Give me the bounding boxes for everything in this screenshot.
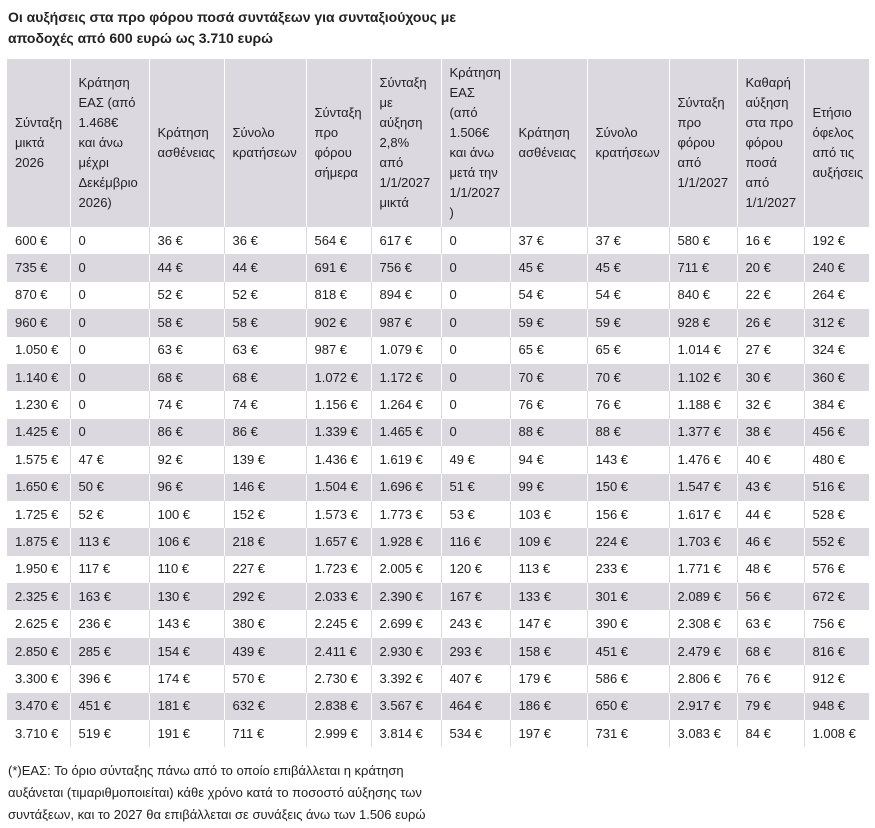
table-row <box>7 282 869 309</box>
table-cell: 96 € <box>149 474 224 501</box>
pension-table <box>7 59 869 747</box>
table-cell: 2.999 € <box>306 720 371 747</box>
table-cell: 58 € <box>149 309 224 336</box>
table-cell: 109 € <box>510 528 587 555</box>
table-cell: 43 € <box>737 474 804 501</box>
table-cell: 59 € <box>510 309 587 336</box>
column-header: Κράτηση ασθένειας <box>510 59 587 227</box>
table-cell: 76 € <box>510 391 587 418</box>
table-cell: 106 € <box>149 528 224 555</box>
table-cell: 54 € <box>510 282 587 309</box>
table-cell: 147 € <box>510 610 587 637</box>
table-cell: 1.575 € <box>7 446 70 473</box>
table-cell: 534 € <box>441 720 510 747</box>
table-cell: 870 € <box>7 282 70 309</box>
table-cell: 3.567 € <box>371 693 441 720</box>
table-cell: 2.730 € <box>306 665 371 692</box>
table-cell: 74 € <box>224 391 306 418</box>
table-cell: 600 € <box>7 227 70 254</box>
column-header: Ετήσιο όφελος από τις αυξήσεις <box>804 59 869 227</box>
table-cell: 2.838 € <box>306 693 371 720</box>
table-cell: 40 € <box>737 446 804 473</box>
table-cell: 3.392 € <box>371 665 441 692</box>
column-header: Καθαρή αύξηση στα προ φόρου ποσά από 1/1/2027 <box>737 59 804 227</box>
table-cell: 1.188 € <box>669 391 737 418</box>
table-cell: 1.703 € <box>669 528 737 555</box>
table-row <box>7 337 869 364</box>
table-cell: 2.479 € <box>669 638 737 665</box>
table-cell: 1.339 € <box>306 419 371 446</box>
table-cell: 45 € <box>587 254 669 281</box>
table-cell: 0 <box>70 254 149 281</box>
table-cell: 51 € <box>441 474 510 501</box>
table-cell: 79 € <box>737 693 804 720</box>
table-cell: 54 € <box>587 282 669 309</box>
table-cell: 38 € <box>737 419 804 446</box>
table-cell: 380 € <box>224 610 306 637</box>
table-cell: 52 € <box>149 282 224 309</box>
table-cell: 191 € <box>149 720 224 747</box>
table-cell: 68 € <box>149 364 224 391</box>
table-cell: 86 € <box>149 419 224 446</box>
table-cell: 1.771 € <box>669 556 737 583</box>
table-cell: 152 € <box>224 501 306 528</box>
table-cell: 1.657 € <box>306 528 371 555</box>
table-row <box>7 665 869 692</box>
table-cell: 384 € <box>804 391 869 418</box>
table-cell: 68 € <box>224 364 306 391</box>
table-cell: 218 € <box>224 528 306 555</box>
table-cell: 36 € <box>149 227 224 254</box>
table-cell: 3.710 € <box>7 720 70 747</box>
table-cell: 163 € <box>70 583 149 610</box>
table-cell: 2.308 € <box>669 610 737 637</box>
table-cell: 1.425 € <box>7 419 70 446</box>
table-row <box>7 583 869 610</box>
table-cell: 396 € <box>70 665 149 692</box>
column-header: Κράτηση ΕΑΣ (από 1.506€ και άνω μετά την 1/1/2027 ) <box>441 59 510 227</box>
table-cell: 2.917 € <box>669 693 737 720</box>
table-cell: 243 € <box>441 610 510 637</box>
table-cell: 1.476 € <box>669 446 737 473</box>
table-row <box>7 474 869 501</box>
table-cell: 2.625 € <box>7 610 70 637</box>
table-row <box>7 446 869 473</box>
table-cell: 987 € <box>371 309 441 336</box>
table-cell: 617 € <box>371 227 441 254</box>
table-cell: 1.172 € <box>371 364 441 391</box>
table-cell: 63 € <box>149 337 224 364</box>
table-cell: 756 € <box>371 254 441 281</box>
table-row <box>7 227 869 254</box>
table-cell: 37 € <box>587 227 669 254</box>
table-cell: 516 € <box>804 474 869 501</box>
table-cell: 92 € <box>149 446 224 473</box>
table-cell: 818 € <box>306 282 371 309</box>
table-cell: 94 € <box>510 446 587 473</box>
table-cell: 192 € <box>804 227 869 254</box>
table-cell: 26 € <box>737 309 804 336</box>
table-cell: 902 € <box>306 309 371 336</box>
table-cell: 70 € <box>587 364 669 391</box>
table-cell: 691 € <box>306 254 371 281</box>
table-cell: 1.072 € <box>306 364 371 391</box>
table-cell: 1.619 € <box>371 446 441 473</box>
table-cell: 632 € <box>224 693 306 720</box>
table-cell: 59 € <box>587 309 669 336</box>
column-header: Κράτηση ΕΑΣ (από 1.468€ και άνω μέχρι Δεκέμβριο 2026) <box>70 59 149 227</box>
table-cell: 174 € <box>149 665 224 692</box>
table-cell: 49 € <box>441 446 510 473</box>
table-cell: 100 € <box>149 501 224 528</box>
table-cell: 1.504 € <box>306 474 371 501</box>
table-cell: 0 <box>70 337 149 364</box>
table-cell: 1.102 € <box>669 364 737 391</box>
table-row <box>7 391 869 418</box>
table-cell: 586 € <box>587 665 669 692</box>
table-cell: 576 € <box>804 556 869 583</box>
table-cell: 285 € <box>70 638 149 665</box>
table-cell: 451 € <box>70 693 149 720</box>
table-cell: 117 € <box>70 556 149 583</box>
table-cell: 2.411 € <box>306 638 371 665</box>
table-cell: 58 € <box>224 309 306 336</box>
table-cell: 20 € <box>737 254 804 281</box>
table-row <box>7 556 869 583</box>
table-cell: 1.014 € <box>669 337 737 364</box>
table-cell: 1.264 € <box>371 391 441 418</box>
table-cell: 30 € <box>737 364 804 391</box>
table-cell: 44 € <box>149 254 224 281</box>
table-cell: 480 € <box>804 446 869 473</box>
table-row <box>7 501 869 528</box>
table-cell: 456 € <box>804 419 869 446</box>
table-cell: 16 € <box>737 227 804 254</box>
column-header: Σύνολο κρατήσεων <box>224 59 306 227</box>
table-row <box>7 693 869 720</box>
column-header: Σύνταξη με αύξηση 2,8% από 1/1/2027 μικτά <box>371 59 441 227</box>
table-cell: 650 € <box>587 693 669 720</box>
table-cell: 570 € <box>224 665 306 692</box>
table-row <box>7 638 869 665</box>
table-cell: 44 € <box>737 501 804 528</box>
table-cell: 22 € <box>737 282 804 309</box>
table-cell: 63 € <box>224 337 306 364</box>
table-cell: 1.547 € <box>669 474 737 501</box>
table-cell: 0 <box>70 419 149 446</box>
table-cell: 2.806 € <box>669 665 737 692</box>
table-cell: 948 € <box>804 693 869 720</box>
table-cell: 158 € <box>510 638 587 665</box>
table-cell: 2.390 € <box>371 583 441 610</box>
table-cell: 2.033 € <box>306 583 371 610</box>
table-cell: 1.928 € <box>371 528 441 555</box>
table-cell: 0 <box>441 419 510 446</box>
table-cell: 146 € <box>224 474 306 501</box>
table-cell: 52 € <box>70 501 149 528</box>
table-cell: 1.008 € <box>804 720 869 747</box>
table-cell: 912 € <box>804 665 869 692</box>
table-cell: 120 € <box>441 556 510 583</box>
table-cell: 32 € <box>737 391 804 418</box>
table-cell: 179 € <box>510 665 587 692</box>
table-cell: 2.930 € <box>371 638 441 665</box>
table-cell: 1.140 € <box>7 364 70 391</box>
table-cell: 840 € <box>669 282 737 309</box>
table-cell: 519 € <box>70 720 149 747</box>
table-cell: 2.699 € <box>371 610 441 637</box>
table-cell: 0 <box>441 282 510 309</box>
table-cell: 143 € <box>587 446 669 473</box>
table-cell: 1.573 € <box>306 501 371 528</box>
table-cell: 45 € <box>510 254 587 281</box>
table-cell: 0 <box>441 309 510 336</box>
table-cell: 0 <box>70 227 149 254</box>
table-cell: 987 € <box>306 337 371 364</box>
table-cell: 756 € <box>804 610 869 637</box>
table-cell: 52 € <box>224 282 306 309</box>
table-row <box>7 610 869 637</box>
table-cell: 360 € <box>804 364 869 391</box>
table-row <box>7 528 869 555</box>
table-cell: 1.617 € <box>669 501 737 528</box>
table-cell: 224 € <box>587 528 669 555</box>
table-cell: 894 € <box>371 282 441 309</box>
table-cell: 0 <box>441 364 510 391</box>
table-cell: 0 <box>441 227 510 254</box>
table-row <box>7 309 869 336</box>
table-cell: 36 € <box>224 227 306 254</box>
table-cell: 711 € <box>669 254 737 281</box>
table-cell: 150 € <box>587 474 669 501</box>
table-cell: 76 € <box>737 665 804 692</box>
table-cell: 197 € <box>510 720 587 747</box>
table-cell: 1.079 € <box>371 337 441 364</box>
table-cell: 2.245 € <box>306 610 371 637</box>
table-cell: 324 € <box>804 337 869 364</box>
table-cell: 1.050 € <box>7 337 70 364</box>
table-row <box>7 254 869 281</box>
table-cell: 113 € <box>70 528 149 555</box>
table-cell: 74 € <box>149 391 224 418</box>
table-cell: 65 € <box>587 337 669 364</box>
table-cell: 928 € <box>669 309 737 336</box>
table-cell: 47 € <box>70 446 149 473</box>
table-cell: 735 € <box>7 254 70 281</box>
table-cell: 236 € <box>70 610 149 637</box>
table-cell: 711 € <box>224 720 306 747</box>
table-cell: 528 € <box>804 501 869 528</box>
table-cell: 464 € <box>441 693 510 720</box>
table-cell: 293 € <box>441 638 510 665</box>
table-cell: 53 € <box>441 501 510 528</box>
table-cell: 46 € <box>737 528 804 555</box>
table-cell: 439 € <box>224 638 306 665</box>
pension-table-container <box>7 59 869 747</box>
table-cell: 1.725 € <box>7 501 70 528</box>
table-cell: 88 € <box>510 419 587 446</box>
table-cell: 1.377 € <box>669 419 737 446</box>
table-cell: 27 € <box>737 337 804 364</box>
table-cell: 1.773 € <box>371 501 441 528</box>
table-cell: 0 <box>441 254 510 281</box>
footnote: (*)ΕΑΣ: Το όριο σύνταξης πάνω από το οποίο επιβάλλεται η κράτηση αυξάνεται (τιμαριθμοποιείται) κάθε χρόνο κατά το ποσοστό αύξησης των συντάξεων, και το 2027 θα επιβάλλεται σε συνάξεις άνω των 1.506 ευρώ <box>8 763 426 822</box>
table-cell: 3.470 € <box>7 693 70 720</box>
page-title: Οι αυξήσεις στα προ φόρου ποσά συντάξεων για συνταξιούχους με αποδοχές από 600 ευρώ ως 3.710 ευρώ <box>8 9 456 46</box>
table-cell: 816 € <box>804 638 869 665</box>
table-cell: 110 € <box>149 556 224 583</box>
table-cell: 181 € <box>149 693 224 720</box>
table-row <box>7 364 869 391</box>
table-cell: 139 € <box>224 446 306 473</box>
table-cell: 233 € <box>587 556 669 583</box>
table-cell: 88 € <box>587 419 669 446</box>
table-cell: 451 € <box>587 638 669 665</box>
table-cell: 3.083 € <box>669 720 737 747</box>
table-cell: 1.875 € <box>7 528 70 555</box>
table-cell: 292 € <box>224 583 306 610</box>
table-body <box>7 227 869 747</box>
table-cell: 2.005 € <box>371 556 441 583</box>
table-cell: 1.723 € <box>306 556 371 583</box>
table-cell: 731 € <box>587 720 669 747</box>
table-cell: 1.465 € <box>371 419 441 446</box>
table-cell: 0 <box>441 337 510 364</box>
table-cell: 167 € <box>441 583 510 610</box>
table-cell: 99 € <box>510 474 587 501</box>
table-cell: 0 <box>70 364 149 391</box>
table-cell: 0 <box>441 391 510 418</box>
column-header: Σύνταξη προ φόρου από 1/1/2027 <box>669 59 737 227</box>
table-cell: 312 € <box>804 309 869 336</box>
column-header: Σύνταξη μικτά 2026 <box>7 59 70 227</box>
table-cell: 672 € <box>804 583 869 610</box>
table-cell: 1.650 € <box>7 474 70 501</box>
table-cell: 154 € <box>149 638 224 665</box>
table-cell: 130 € <box>149 583 224 610</box>
table-cell: 143 € <box>149 610 224 637</box>
table-cell: 156 € <box>587 501 669 528</box>
table-cell: 0 <box>70 282 149 309</box>
table-cell: 960 € <box>7 309 70 336</box>
table-cell: 0 <box>70 391 149 418</box>
table-cell: 2.089 € <box>669 583 737 610</box>
table-cell: 65 € <box>510 337 587 364</box>
table-cell: 116 € <box>441 528 510 555</box>
table-cell: 552 € <box>804 528 869 555</box>
table-cell: 2.325 € <box>7 583 70 610</box>
table-cell: 1.696 € <box>371 474 441 501</box>
table-cell: 37 € <box>510 227 587 254</box>
table-cell: 44 € <box>224 254 306 281</box>
table-cell: 133 € <box>510 583 587 610</box>
table-cell: 390 € <box>587 610 669 637</box>
table-cell: 103 € <box>510 501 587 528</box>
table-cell: 3.300 € <box>7 665 70 692</box>
table-cell: 240 € <box>804 254 869 281</box>
table-cell: 264 € <box>804 282 869 309</box>
table-cell: 86 € <box>224 419 306 446</box>
table-cell: 1.436 € <box>306 446 371 473</box>
table-cell: 227 € <box>224 556 306 583</box>
table-cell: 84 € <box>737 720 804 747</box>
table-header-row <box>7 59 869 227</box>
table-cell: 113 € <box>510 556 587 583</box>
table-cell: 70 € <box>510 364 587 391</box>
table-cell: 1.230 € <box>7 391 70 418</box>
table-cell: 301 € <box>587 583 669 610</box>
table-cell: 68 € <box>737 638 804 665</box>
table-cell: 56 € <box>737 583 804 610</box>
table-cell: 1.156 € <box>306 391 371 418</box>
table-cell: 564 € <box>306 227 371 254</box>
table-cell: 76 € <box>587 391 669 418</box>
column-header: Σύνολο κρατήσεων <box>587 59 669 227</box>
table-row <box>7 720 869 747</box>
table-cell: 50 € <box>70 474 149 501</box>
table-row <box>7 419 869 446</box>
table-cell: 407 € <box>441 665 510 692</box>
table-cell: 48 € <box>737 556 804 583</box>
table-cell: 580 € <box>669 227 737 254</box>
table-cell: 2.850 € <box>7 638 70 665</box>
table-cell: 0 <box>70 309 149 336</box>
table-cell: 186 € <box>510 693 587 720</box>
table-cell: 63 € <box>737 610 804 637</box>
column-header: Σύνταξη προ φόρου σήμερα <box>306 59 371 227</box>
column-header: Κράτηση ασθένειας <box>149 59 224 227</box>
table-cell: 3.814 € <box>371 720 441 747</box>
table-cell: 1.950 € <box>7 556 70 583</box>
